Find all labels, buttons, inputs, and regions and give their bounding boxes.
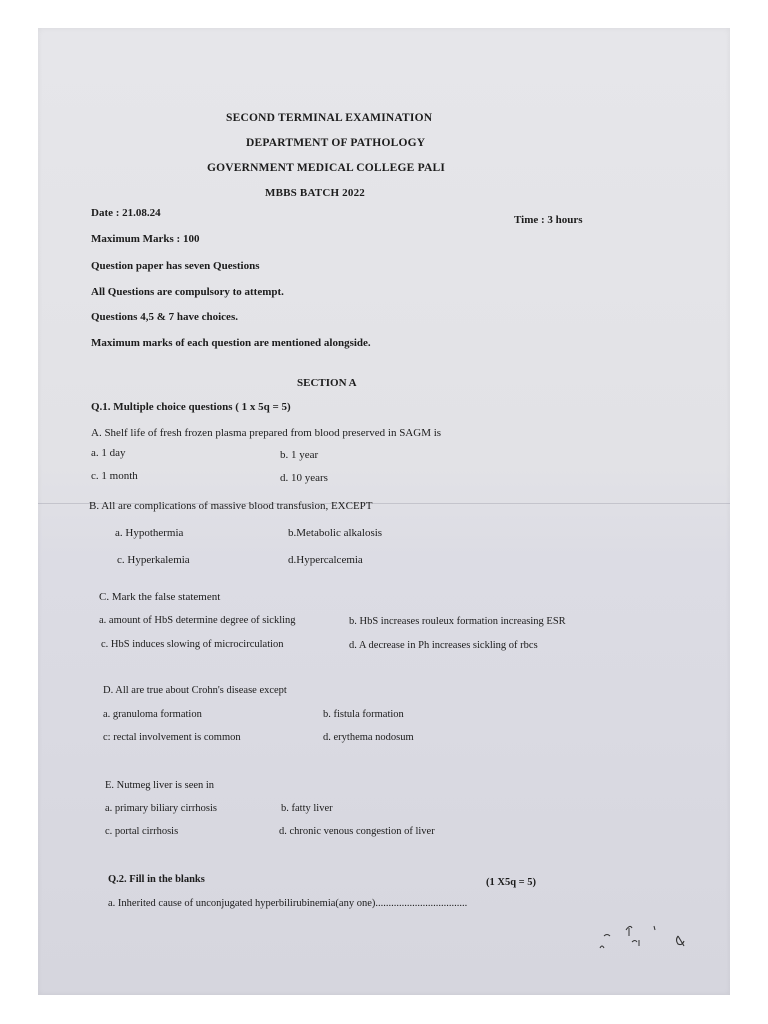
q1c-option-b: b. HbS increases rouleux formation increasing ESR: [349, 616, 566, 627]
q1a-option-d: d. 10 years: [280, 472, 328, 484]
q1c-option-c: c. HbS induces slowing of microcirculation: [101, 639, 284, 650]
q1e-stem: E. Nutmeg liver is seen in: [105, 780, 215, 791]
max-marks: Maximum Marks : 100: [91, 233, 200, 245]
q1e-option-d: d. chronic venous congestion of liver: [279, 826, 435, 837]
q1b-option-a: a. Hypothermia: [115, 527, 184, 539]
q1e-option-c: c. portal cirrhosis: [105, 826, 179, 837]
instruction-line: Question paper has seven Questions: [91, 260, 260, 272]
header-batch: MBBS BATCH 2022: [265, 187, 365, 199]
q1d-option-d: d. erythema nodosum: [323, 732, 414, 743]
header-college: GOVERNMENT MEDICAL COLLEGE PALI: [207, 162, 446, 174]
q1c-option-a: a. amount of HbS determine degree of sickling: [99, 615, 296, 626]
q1a-option-b: b. 1 year: [280, 449, 319, 461]
q1b-stem: B. All are complications of massive blood transfusion, EXCEPT: [89, 500, 373, 512]
handwritten-marks: [596, 922, 696, 962]
instruction-line: All Questions are compulsory to attempt.: [91, 286, 284, 298]
q1a-stem: A. Shelf life of fresh frozen plasma prepared from blood preserved in SAGM is: [91, 427, 442, 439]
exam-time: Time : 3 hours: [514, 214, 583, 226]
q2-heading: Q.2. Fill in the blanks: [108, 874, 205, 885]
instruction-line: Questions 4,5 & 7 have choices.: [91, 311, 238, 323]
q1b-option-b: b.Metabolic alkalosis: [288, 527, 383, 539]
q1a-option-a: a. 1 day: [91, 447, 126, 459]
q1e-option-a: a. primary biliary cirrhosis: [105, 803, 217, 814]
q1-heading: Q.1. Multiple choice questions ( 1 x 5q = 5): [91, 401, 291, 413]
section-title: SECTION A: [297, 377, 357, 389]
q1b-option-c: c. Hyperkalemia: [117, 554, 190, 566]
header-department: DEPARTMENT OF PATHOLOGY: [246, 137, 426, 149]
q1e-option-b: b. fatty liver: [281, 803, 333, 814]
instruction-line: Maximum marks of each question are mentioned alongside.: [91, 337, 371, 349]
q2-item-a: a. Inherited cause of unconjugated hyperbilirubinemia(any one)...................................: [108, 898, 468, 909]
q1a-option-c: c. 1 month: [91, 470, 138, 482]
q1c-option-d: d. A decrease in Ph increases sickling of rbcs: [349, 640, 538, 651]
q1c-stem: C. Mark the false statement: [99, 591, 221, 603]
header-exam-title: SECOND TERMINAL EXAMINATION: [226, 112, 433, 124]
q2-marks: (1 X5q = 5): [486, 877, 537, 888]
q1d-option-a: a. granuloma formation: [103, 709, 202, 720]
q1d-option-c: c: rectal involvement is common: [103, 732, 241, 743]
q1d-stem: D. All are true about Crohn's disease except: [103, 685, 287, 696]
exam-date: Date : 21.08.24: [91, 207, 161, 219]
q1d-option-b: b. fistula formation: [323, 709, 404, 720]
q1b-option-d: d.Hypercalcemia: [288, 554, 363, 566]
